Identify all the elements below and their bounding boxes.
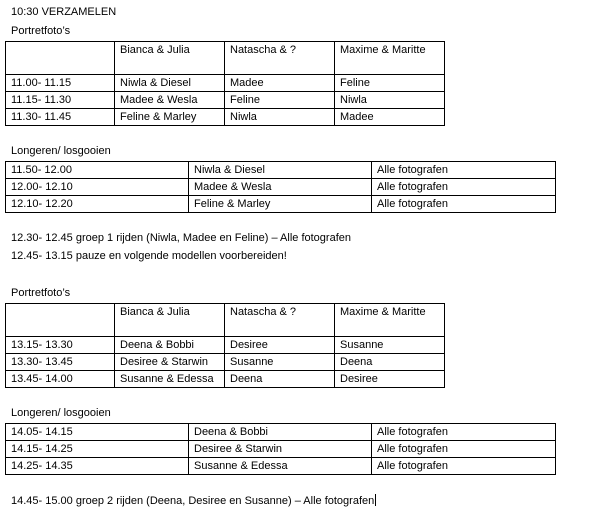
table-header-row [6, 42, 445, 75]
cell: Feline & Marley [115, 109, 225, 126]
cell: Desiree [335, 371, 445, 388]
cell: Alle fotografen [372, 179, 556, 196]
table-row [6, 196, 556, 213]
cell: Susanne [225, 354, 335, 371]
cell: Madee [335, 109, 445, 126]
cell: Desiree [225, 337, 335, 354]
header-cell [6, 42, 115, 75]
cell: Niwla [225, 109, 335, 126]
cell: Deena [335, 354, 445, 371]
table-row [6, 337, 445, 354]
table-row [6, 424, 556, 441]
time-cell: 13.15- 13.30 [6, 337, 115, 354]
time-cell: 12.00- 12.10 [6, 179, 189, 196]
time-cell: 13.45- 14.00 [6, 371, 115, 388]
time-cell: 11.00- 11.15 [6, 75, 115, 92]
table-row [6, 458, 556, 475]
cell: Deena & Bobbi [189, 424, 372, 441]
header-cell: Natascha & ? [225, 42, 335, 75]
table-row [6, 354, 445, 371]
table-row [6, 371, 445, 388]
portrait-table-1 [5, 41, 445, 126]
time-cell: 13.30- 13.45 [6, 354, 115, 371]
time-cell: 14.15- 14.25 [6, 441, 189, 458]
cell: Susanne & Edessa [115, 371, 225, 388]
cell: Madee & Wesla [189, 179, 372, 196]
header-cell [6, 304, 115, 337]
section-title-portretfotos: Portretfoto’s [11, 287, 71, 299]
cell: Alle fotografen [372, 162, 556, 179]
schedule-line-text: 14.45- 15.00 groep 2 rijden (Deena, Desiree en Susanne) – Alle fotografen [11, 495, 375, 507]
schedule-line-pauze: 12.45- 13.15 pauze en volgende modellen voorbereiden! [11, 250, 287, 262]
header-cell: Maxime & Maritte [335, 304, 445, 337]
cell: Susanne [335, 337, 445, 354]
cell: Feline & Marley [189, 196, 372, 213]
header-cell: Natascha & ? [225, 304, 335, 337]
table-row [6, 109, 445, 126]
header-line: 10:30 VERZAMELEN [11, 6, 117, 18]
cell: Niwla [335, 92, 445, 109]
cell: Feline [335, 75, 445, 92]
cell: Deena [225, 371, 335, 388]
cell: Alle fotografen [372, 424, 556, 441]
longeren-table-1 [5, 161, 556, 213]
cell: Desiree & Starwin [115, 354, 225, 371]
section-title-longeren: Longeren/ losgooien [11, 407, 111, 419]
time-cell: 11.30- 11.45 [6, 109, 115, 126]
table-row [6, 179, 556, 196]
header-cell: Bianca & Julia [115, 304, 225, 337]
text-cursor [375, 494, 376, 506]
cell: Susanne & Edessa [189, 458, 372, 475]
cell: Alle fotografen [372, 458, 556, 475]
cell: Alle fotografen [372, 196, 556, 213]
cell: Alle fotografen [372, 441, 556, 458]
table-header-row [6, 304, 445, 337]
time-cell: 12.10- 12.20 [6, 196, 189, 213]
schedule-line-groep2[interactable] [11, 494, 376, 508]
cell: Niwla & Diesel [115, 75, 225, 92]
longeren-table-2 [5, 423, 556, 475]
cell: Madee & Wesla [115, 92, 225, 109]
time-cell: 11.15- 11.30 [6, 92, 115, 109]
table-row [6, 441, 556, 458]
cell: Niwla & Diesel [189, 162, 372, 179]
header-cell: Maxime & Maritte [335, 42, 445, 75]
portrait-table-2 [5, 303, 445, 388]
section-title-portretfotos: Portretfoto’s [11, 25, 71, 37]
time-cell: 11.50- 12.00 [6, 162, 189, 179]
section-title-longeren: Longeren/ losgooien [11, 145, 111, 157]
table-row [6, 92, 445, 109]
cell: Madee [225, 75, 335, 92]
time-cell: 14.25- 14.35 [6, 458, 189, 475]
table-row [6, 162, 556, 179]
cell: Desiree & Starwin [189, 441, 372, 458]
schedule-line-groep1: 12.30- 12.45 groep 1 rijden (Niwla, Madee en Feline) – Alle fotografen [11, 232, 351, 244]
header-cell: Bianca & Julia [115, 42, 225, 75]
cell: Deena & Bobbi [115, 337, 225, 354]
time-cell: 14.05- 14.15 [6, 424, 189, 441]
table-row [6, 75, 445, 92]
cell: Feline [225, 92, 335, 109]
